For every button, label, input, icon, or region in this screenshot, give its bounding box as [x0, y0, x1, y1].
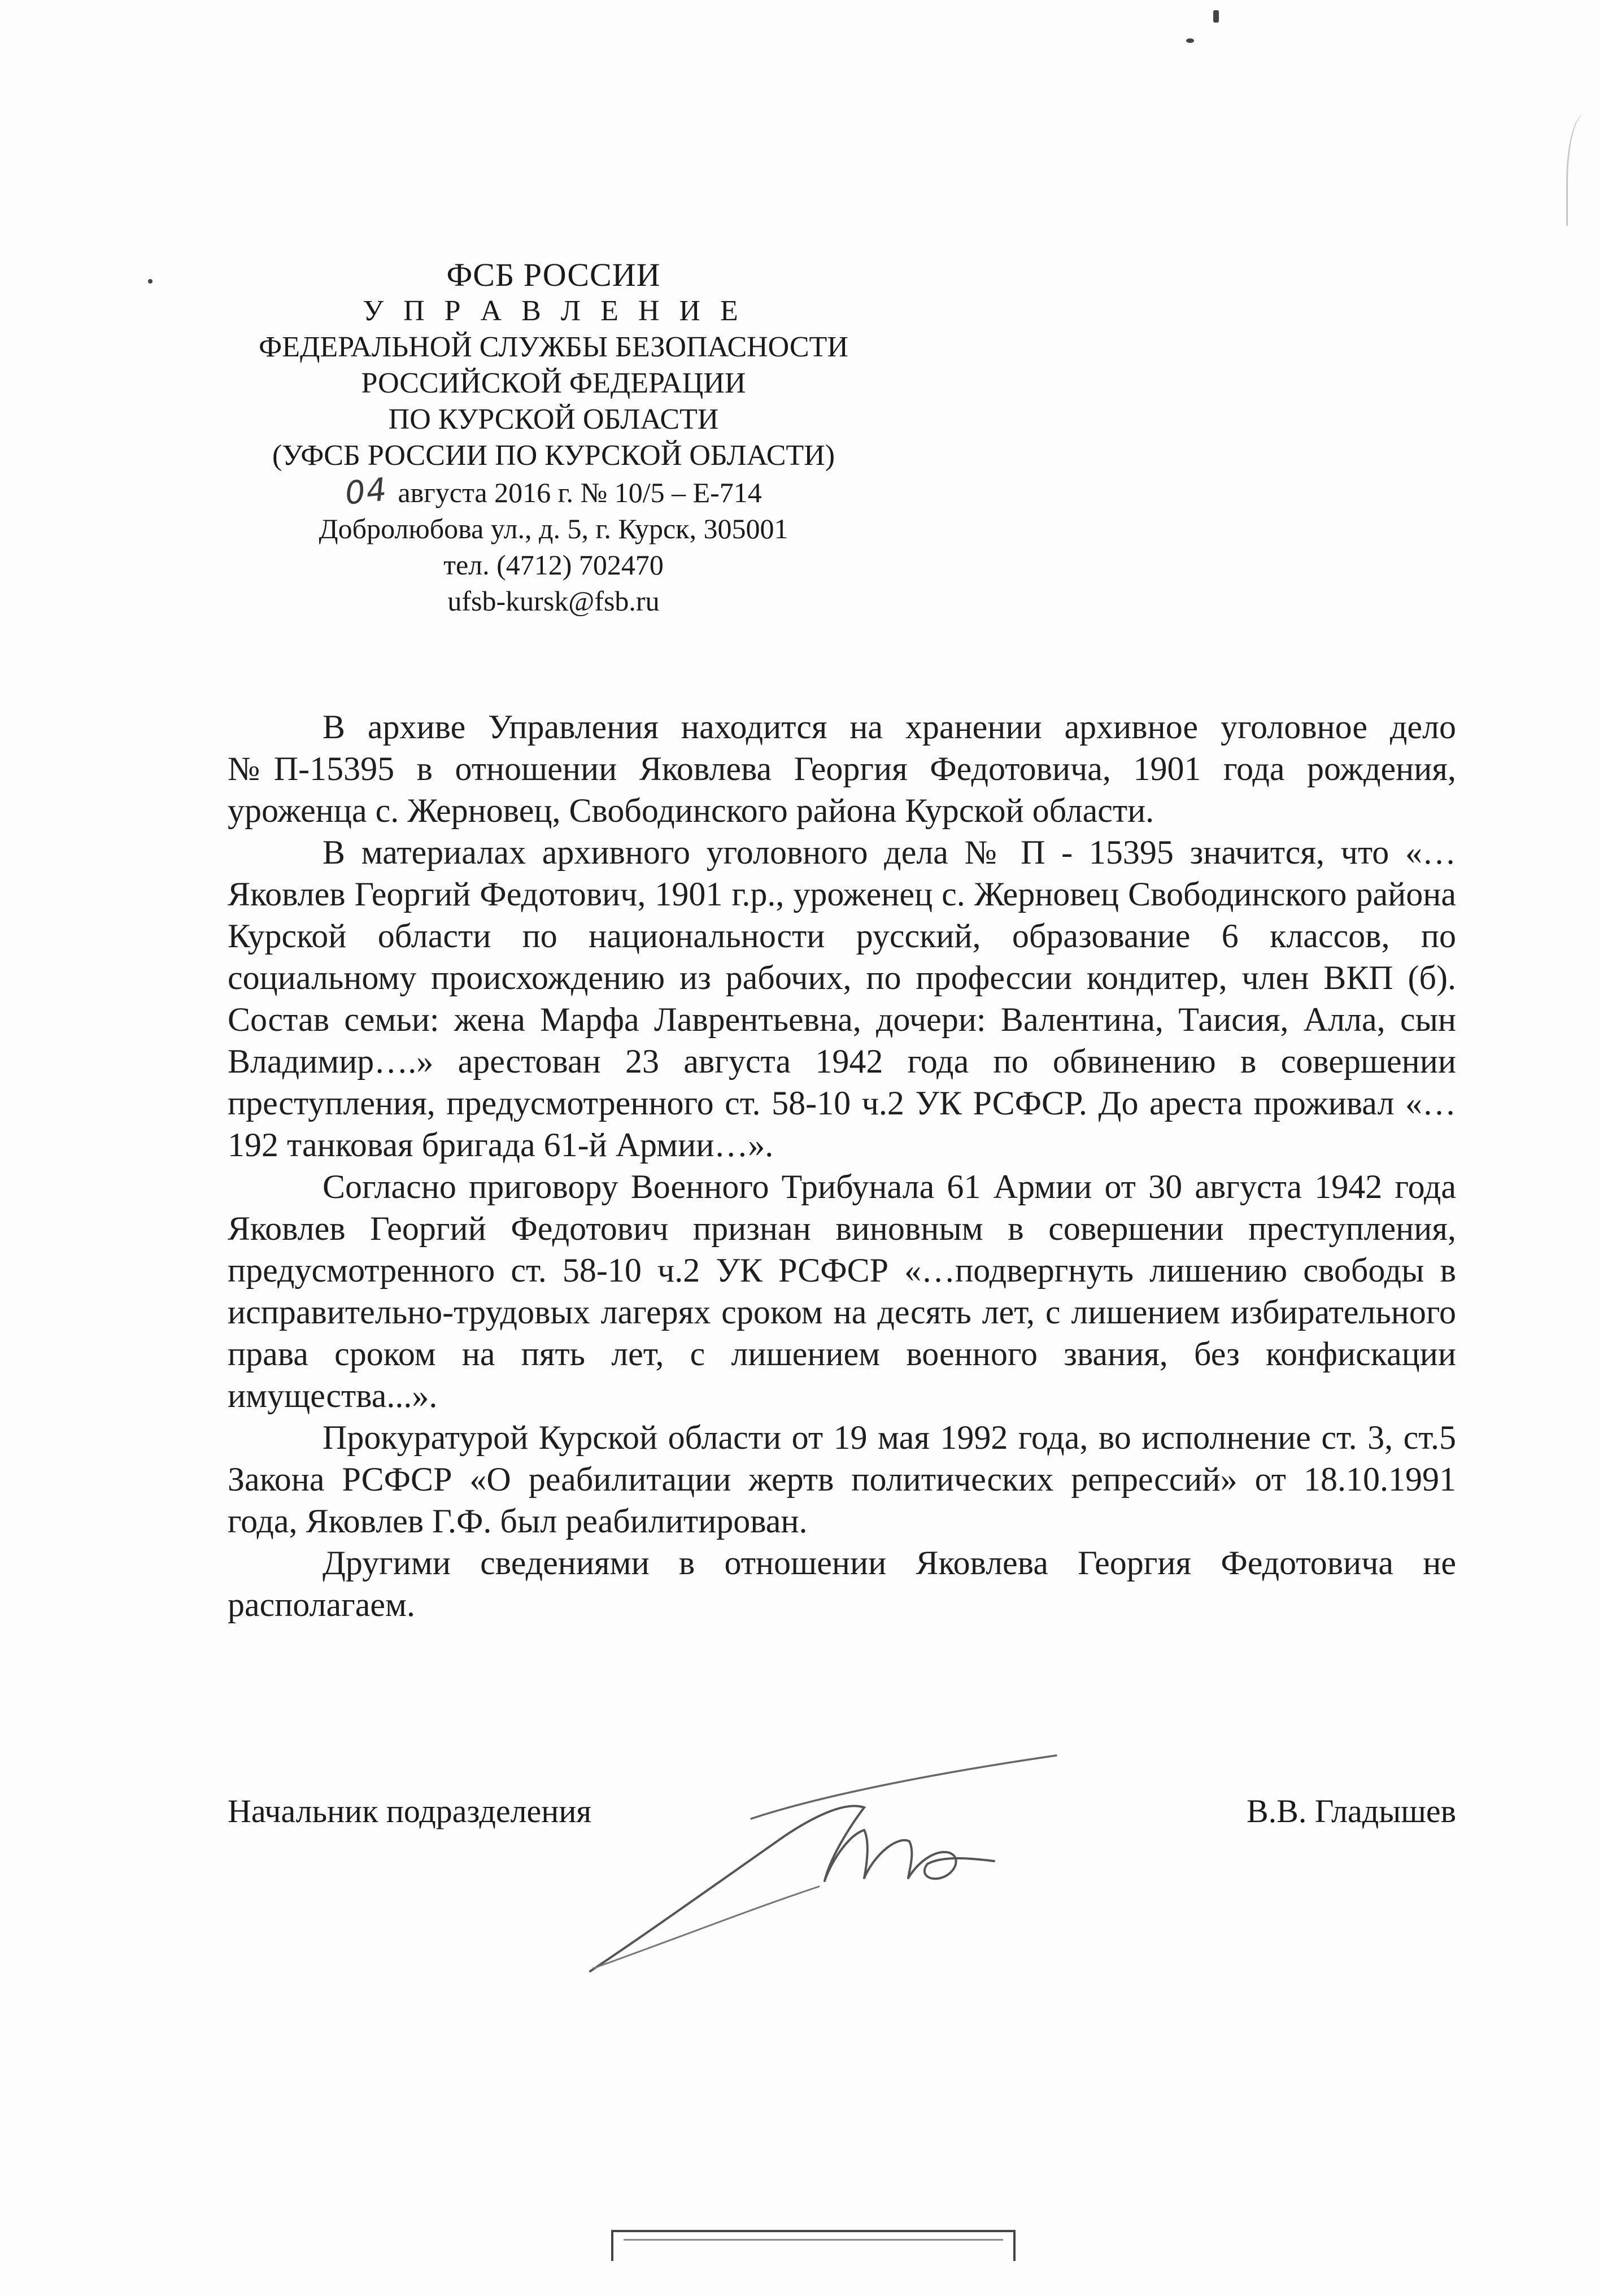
- body-paragraph: В архиве Управления находится на хранении архивное уголовное дело №П-15395 в отношении Яковлева Георгия Федотовича, 1901 года рождения, уроженца с. Жерновец, Свободинского района Курской области.: [228, 708, 1456, 829]
- letterhead-phone: тел. (4712) 702470: [443, 549, 664, 581]
- letterhead-email: ufsb-kursk@fsb.ru: [447, 585, 660, 617]
- scan-speck: [1186, 38, 1194, 43]
- page-corner-curl: [1566, 113, 1599, 226]
- letterhead-department: У П Р А В Л Е Н И Е: [363, 295, 744, 327]
- scan-speck: [148, 279, 153, 284]
- body-paragraph: Согласно приговору Военного Трибунала 61 Армии от 30 августа 1942 года Яковлев Георгий Федотович признан виновным в совершении преступления, предусмотренного ст. 58-10 ч.2 УК РСФСР «…подвергнуть лишению свободы в исправительно-трудовых лагерях сроком на десять лет, с лишением избирательного права сроком на пять лет, с лишением военного звания, без конфискации имущества...».: [228, 1168, 1456, 1414]
- letter-body: [228, 706, 1456, 1626]
- body-paragraph: Другими сведениями в отношении Яковлева Георгия Федотовича не располагаем.: [228, 1544, 1456, 1623]
- letterhead-line-4: (УФСБ РОССИИ ПО КУРСКОЙ ОБЛАСТИ): [272, 439, 835, 472]
- body-paragraph: В материалах архивного уголовного дела № П - 15395 значится, что «…Яковлев Георгий Федотович, 1901 г.р., уроженец с. Жерновец Свободинского района Курской области по национальности русский, образование 6 классов, по социальному происхождению из рабочих, по профессии кондитер, член ВКП (б). Состав семьи: жена Марфа Лаврентьевна, дочери: Валентина, Таисия, Алла, сын Владимир….» арестован 23 августа 1942 года по обвинению в совершении преступления, предусмотренного ст. 58-10 ч.2 УК РСФСР. До ареста проживал «…192 танковая бригада 61-й Армии…».: [228, 834, 1456, 1164]
- body-paragraph: Прокуратурой Курской области от 19 мая 1992 года, во исполнение ст. 3, ст.5 Закона РСФСР «О реабилитации жертв политических репрессий» от 18.10.1991 года, Яковлев Г.Ф. был реабилитирован.: [228, 1419, 1456, 1540]
- letterhead-line-3: ПО КУРСКОЙ ОБЛАСТИ: [388, 403, 719, 435]
- date-rest: августа 2016 г. № 10/5 – Е-714: [398, 477, 762, 508]
- letterhead-date-number: [169, 471, 938, 512]
- signatory-role: Начальник подразделения: [228, 1793, 592, 1829]
- letterhead-address: Добролюбова ул., д. 5, г. Курск, 305001: [319, 513, 788, 544]
- scan-speck: [1213, 10, 1219, 23]
- signatory-name: В.В. Гладышев: [1247, 1793, 1456, 1829]
- letterhead-org: ФСБ РОССИИ: [446, 256, 661, 293]
- handwritten-day: 04: [343, 471, 390, 512]
- handwritten-signature: [582, 1745, 1068, 1983]
- letterhead-line-2: РОССИЙСКОЙ ФЕДЕРАЦИИ: [361, 367, 746, 399]
- letterhead-line-1: ФЕДЕРАЛЬНОЙ СЛУЖБЫ БЕЗОПАСНОСТИ: [259, 331, 848, 363]
- letterhead: [169, 257, 938, 619]
- footer-stamp-frame: [611, 2230, 1016, 2261]
